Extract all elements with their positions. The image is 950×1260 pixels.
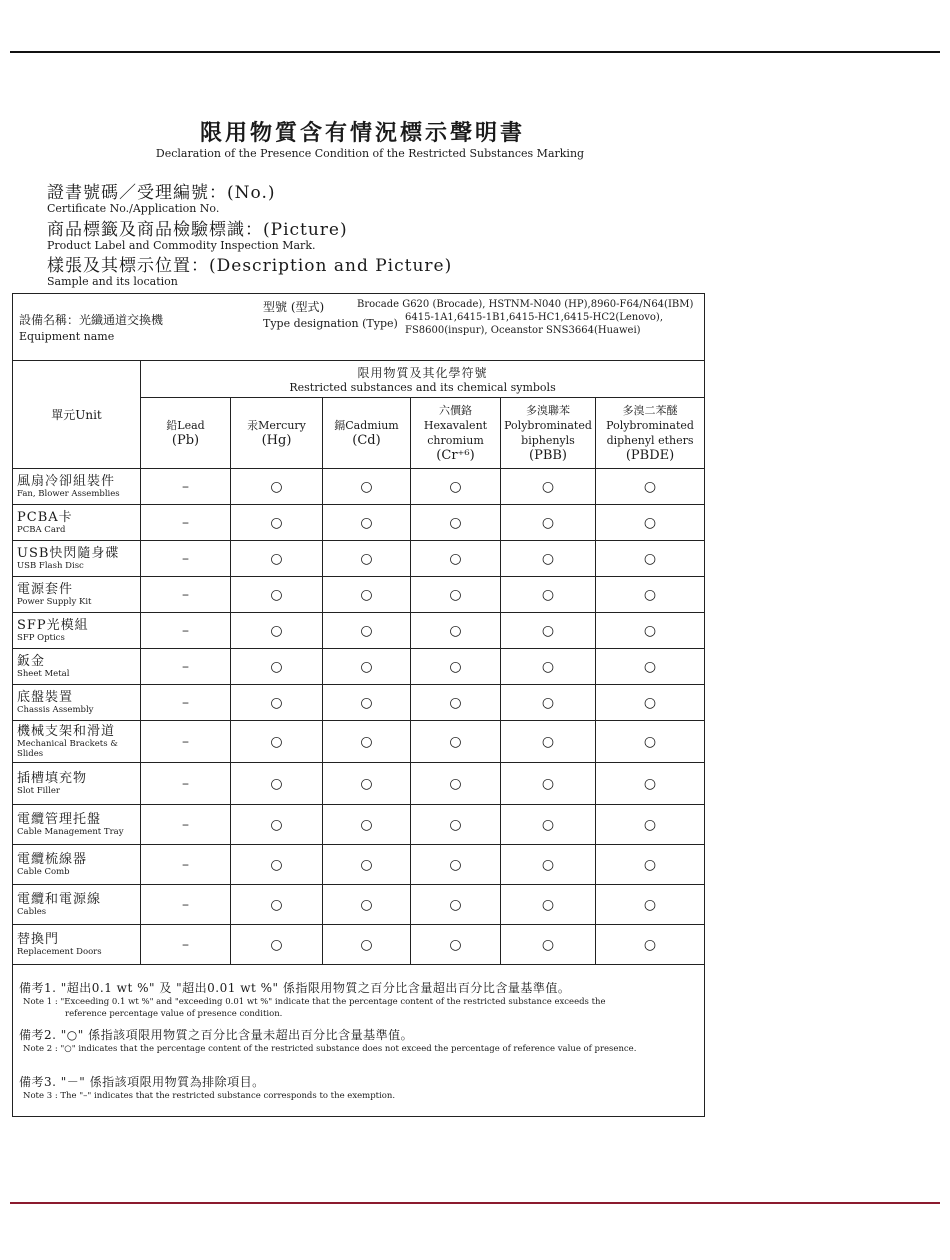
part-name-cell [13, 613, 141, 649]
bottom-rule [10, 1202, 940, 1204]
notes-cell [13, 965, 705, 1117]
compliant-mark: ○ [501, 685, 596, 721]
table-row [13, 763, 705, 805]
compliant-mark: ○ [411, 885, 501, 925]
compliant-mark: ○ [501, 613, 596, 649]
document-subtitle: Declaration of the Presence Condition of the Restricted Substances Marking [155, 147, 585, 160]
product-label-field-label: 商品標籤及商品檢驗標識：(Picture) [47, 220, 348, 240]
exemption-mark: – [141, 685, 231, 721]
substance-header-4 [501, 398, 596, 469]
compliant-mark: ○ [231, 805, 323, 845]
substance-en: Polybrominated diphenyl ethers [606, 419, 694, 447]
sample-field-label: 樣張及其標示位置：(Description and Picture) [47, 256, 453, 276]
compliant-mark: ○ [231, 613, 323, 649]
compliant-mark: ○ [501, 805, 596, 845]
part-name-zh: 插槽填充物 [17, 771, 88, 786]
compliant-mark: ○ [501, 845, 596, 885]
exemption-mark: – [141, 925, 231, 965]
part-name-zh: 電源套件 [17, 582, 74, 597]
note-2-zh: 備考2. "○" 係指該項限用物質之百分比含量未超出百分比含量基準值。 [19, 1028, 414, 1042]
compliant-mark: ○ [231, 505, 323, 541]
part-name-en: Cable Management Tray [17, 827, 124, 837]
compliant-mark: ○ [596, 805, 705, 845]
table-row [13, 885, 705, 925]
substance-zh: 汞Mercury [247, 419, 306, 432]
part-name-cell [13, 541, 141, 577]
equipment-cell [13, 294, 705, 361]
type-value-line-1: Brocade G620 (Brocade), HSTNM-N040 (HP),8960-F64/N64(IBM) [357, 299, 694, 310]
sample-field [47, 251, 452, 288]
compliant-mark: ○ [231, 845, 323, 885]
compliant-mark: ○ [501, 577, 596, 613]
substance-symbol: (Hg) [261, 433, 292, 448]
exemption-mark: – [141, 805, 231, 845]
part-name-en: Mechanical Brackets & Slides [17, 739, 118, 759]
table-row [13, 541, 705, 577]
compliant-mark: ○ [501, 885, 596, 925]
exemption-mark: – [141, 505, 231, 541]
part-name-cell [13, 845, 141, 885]
part-name-cell [13, 505, 141, 541]
compliant-mark: ○ [323, 721, 411, 763]
compliant-mark: ○ [411, 541, 501, 577]
substances-header-zh: 限用物質及其化學符號 [357, 366, 488, 380]
exemption-mark: – [141, 885, 231, 925]
compliant-mark: ○ [411, 685, 501, 721]
compliant-mark: ○ [323, 613, 411, 649]
certificate-field-label: 證書號碼／受理編號：(No.) [47, 183, 276, 203]
type-value-line-3: FS8600(inspur), Oceanstor SNS3664(Huawei) [405, 325, 641, 336]
compliant-mark: ○ [411, 577, 501, 613]
compliant-mark: ○ [323, 763, 411, 805]
exemption-mark: – [141, 541, 231, 577]
type-label-en: Type designation (Type) [263, 317, 398, 330]
compliant-mark: ○ [323, 577, 411, 613]
top-rule [10, 51, 940, 53]
exemption-mark: – [141, 613, 231, 649]
note-1-zh: 備考1. "超出0.1 wt %" 及 "超出0.01 wt %" 係指限用物質之百分比含量超出百分比含量基準值。 [19, 981, 571, 995]
exemption-mark: – [141, 649, 231, 685]
document-title: 限用物質含有情況標示聲明書 [199, 120, 525, 146]
compliant-mark: ○ [323, 505, 411, 541]
substance-zh: 鉛Lead [166, 419, 205, 432]
part-name-zh: 風扇冷卻組裝件 [17, 474, 116, 489]
type-designation [263, 298, 701, 337]
compliant-mark: ○ [411, 805, 501, 845]
part-name-zh: 鈑金 [17, 654, 46, 669]
part-name-cell [13, 685, 141, 721]
compliant-mark: ○ [323, 541, 411, 577]
exemption-mark: – [141, 763, 231, 805]
compliant-mark: ○ [323, 885, 411, 925]
part-name-en: SFP Optics [17, 633, 65, 643]
table-row [13, 721, 705, 763]
compliant-mark: ○ [323, 805, 411, 845]
compliant-mark: ○ [596, 763, 705, 805]
part-name-zh: 電纜梳線器 [17, 852, 88, 867]
compliant-mark: ○ [501, 649, 596, 685]
substance-zh: 鎘Cadmium [334, 419, 399, 432]
compliant-mark: ○ [323, 469, 411, 505]
compliant-mark: ○ [596, 649, 705, 685]
note-3-zh: 備考3. "－" 係指該項限用物質為排除項目。 [19, 1075, 265, 1089]
product-label-field-label-en: Product Label and Commodity Inspection Mark. [47, 239, 316, 252]
part-name-en: Cables [17, 907, 47, 917]
product-label-field [47, 215, 348, 252]
part-name-cell [13, 805, 141, 845]
substance-symbol: (Cr⁺⁶) [436, 448, 475, 463]
compliant-mark: ○ [596, 613, 705, 649]
substance-en: Hexavalent chromium [423, 419, 488, 447]
substance-symbol: (Cd) [352, 433, 381, 448]
part-name-en: Slot Filler [17, 786, 60, 796]
part-name-zh: PCBA卡 [17, 510, 73, 525]
compliant-mark: ○ [411, 505, 501, 541]
note-2-en: Note 2 : "○" indicates that the percentage content of the restricted substance does not exceed the percentage of reference value of presence. [23, 1044, 637, 1054]
part-name-en: USB Flash Disc [17, 561, 84, 571]
note-3-en: Note 3 : The "–" indicates that the restricted substance corresponds to the exemption. [23, 1091, 396, 1101]
unit-header: 單元Unit [13, 361, 141, 469]
part-name-cell [13, 469, 141, 505]
compliant-mark: ○ [501, 541, 596, 577]
certificate-field-label-en: Certificate No./Application No. [47, 202, 220, 215]
part-name-cell [13, 763, 141, 805]
table-row [13, 805, 705, 845]
compliant-mark: ○ [501, 505, 596, 541]
compliant-mark: ○ [596, 685, 705, 721]
substance-symbol: (PBB) [529, 448, 567, 463]
equipment-name-label-en: Equipment name [19, 330, 115, 343]
part-name-cell [13, 885, 141, 925]
table-row [13, 649, 705, 685]
note-1-en-continued: reference percentage value of presence condition. [65, 1009, 283, 1019]
compliant-mark: ○ [411, 763, 501, 805]
exemption-mark: – [141, 469, 231, 505]
compliant-mark: ○ [411, 469, 501, 505]
compliant-mark: ○ [411, 925, 501, 965]
part-name-en: PCBA Card [17, 525, 66, 535]
compliant-mark: ○ [596, 885, 705, 925]
substance-header-3 [411, 398, 501, 469]
table-row [13, 685, 705, 721]
compliant-mark: ○ [231, 469, 323, 505]
part-name-cell [13, 577, 141, 613]
compliant-mark: ○ [411, 721, 501, 763]
restricted-substances-table [12, 293, 705, 1117]
substances-header [141, 361, 705, 398]
compliant-mark: ○ [231, 541, 323, 577]
part-name-en: Cable Comb [17, 867, 70, 877]
compliant-mark: ○ [323, 845, 411, 885]
compliant-mark: ○ [323, 925, 411, 965]
compliant-mark: ○ [501, 469, 596, 505]
compliant-mark: ○ [596, 577, 705, 613]
certificate-field [47, 178, 275, 215]
exemption-mark: – [141, 577, 231, 613]
compliant-mark: ○ [596, 845, 705, 885]
equipment-name-label: 設備名稱：光纖通道交換機 [19, 313, 164, 327]
compliant-mark: ○ [411, 845, 501, 885]
substance-symbol: (PBDE) [625, 448, 675, 463]
type-value-line-2: 6415-1A1,6415-1B1,6415-HC1,6415-HC2(Lenovo), [405, 312, 664, 323]
compliant-mark: ○ [231, 577, 323, 613]
substance-header-1 [231, 398, 323, 469]
compliant-mark: ○ [411, 649, 501, 685]
part-name-zh: USB快閃隨身碟 [17, 546, 120, 561]
substance-zh: 多溴二苯醚 [622, 404, 678, 417]
substance-zh: 多溴聯苯 [526, 404, 570, 417]
compliant-mark: ○ [501, 763, 596, 805]
table-row [13, 613, 705, 649]
compliant-mark: ○ [231, 685, 323, 721]
compliant-mark: ○ [231, 649, 323, 685]
compliant-mark: ○ [596, 505, 705, 541]
substance-symbol: (Pb) [171, 433, 200, 448]
substance-header-5 [596, 398, 705, 469]
compliant-mark: ○ [323, 685, 411, 721]
note-1-en: Note 1 : "Exceeding 0.1 wt %" and "exceeding 0.01 wt %" indicate that the percentage content of the restricted substance exceeds the [23, 997, 606, 1007]
compliant-mark: ○ [231, 885, 323, 925]
part-name-en: Fan, Blower Assemblies [17, 489, 120, 499]
part-name-cell [13, 925, 141, 965]
substance-header-2 [323, 398, 411, 469]
substance-en: Polybrominated biphenyls [504, 419, 592, 447]
exemption-mark: – [141, 721, 231, 763]
part-name-zh: 替換門 [17, 932, 60, 947]
compliant-mark: ○ [231, 925, 323, 965]
compliant-mark: ○ [231, 721, 323, 763]
part-name-zh: 電纜管理托盤 [17, 812, 102, 827]
compliant-mark: ○ [596, 469, 705, 505]
part-name-en: Chassis Assembly [17, 705, 94, 715]
part-name-cell [13, 649, 141, 685]
exemption-mark: – [141, 845, 231, 885]
substances-header-en: Restricted substances and its chemical symbols [289, 381, 556, 394]
table-row [13, 505, 705, 541]
compliant-mark: ○ [501, 925, 596, 965]
compliant-mark: ○ [596, 541, 705, 577]
compliant-mark: ○ [231, 763, 323, 805]
compliant-mark: ○ [501, 721, 596, 763]
part-name-zh: SFP光模組 [17, 618, 89, 633]
type-label: 型號 (型式) [263, 300, 325, 314]
table-row [13, 469, 705, 505]
part-name-en: Power Supply Kit [17, 597, 92, 607]
compliant-mark: ○ [323, 649, 411, 685]
compliant-mark: ○ [596, 925, 705, 965]
table-row [13, 577, 705, 613]
substance-zh: 六價鉻 [439, 404, 472, 417]
part-name-zh: 電纜和電源線 [17, 892, 102, 907]
part-name-en: Replacement Doors [17, 947, 102, 957]
part-name-en: Sheet Metal [17, 669, 70, 679]
table-row [13, 845, 705, 885]
part-name-zh: 機械支架和滑道 [17, 724, 116, 739]
compliant-mark: ○ [411, 613, 501, 649]
table-row [13, 925, 705, 965]
part-name-cell [13, 721, 141, 763]
part-name-zh: 底盤裝置 [17, 690, 74, 705]
substance-header-0 [141, 398, 231, 469]
compliant-mark: ○ [596, 721, 705, 763]
sample-field-label-en: Sample and its location [47, 275, 178, 288]
